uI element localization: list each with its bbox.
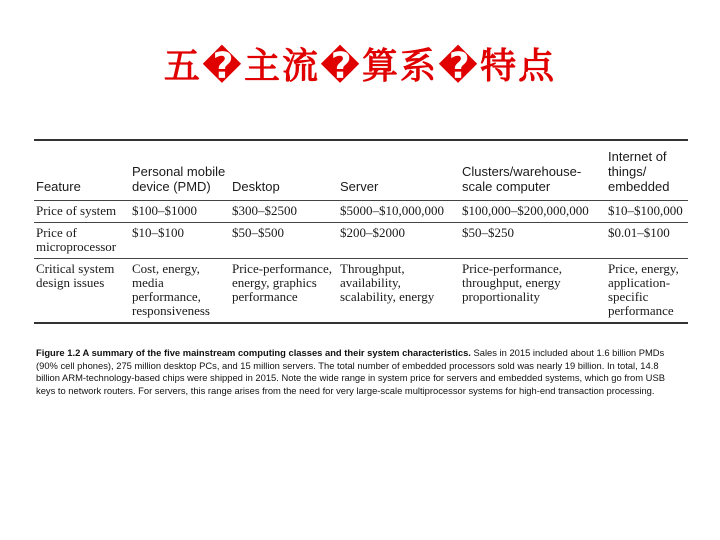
table-cell: Price-performance, energy, graphics performance (232, 261, 332, 304)
computing-classes-table (34, 139, 688, 324)
table-cell: Price-performance, throughput, energy proportionality (462, 261, 562, 304)
header-cell: Desktop (232, 179, 280, 194)
table-cell: $10–$100,000 (608, 203, 683, 218)
table-cell: $100–$1000 (132, 203, 197, 218)
table-cell: $50–$500 (232, 225, 284, 240)
table-cell: Price of microprocessor (36, 225, 117, 254)
table-row (34, 259, 688, 323)
table-header-row (34, 141, 688, 201)
header-cell: Feature (36, 179, 81, 194)
table-cell: $0.01–$100 (608, 225, 670, 240)
header-cell: Server (340, 179, 379, 194)
table-cell: Throughput, availability, scalability, energy (340, 261, 435, 304)
caption-text: Sales in 2015 included about 1.6 billion PMDs (90% cell phones), 275 million desktop PCs, and 15 million servers. The total number of embedded processors sold was nearly 19 billion. In total, 14.8 billion ARM-technology-based chips were shipped in 2015. Note the wide range in system price for servers and embedded systems, which go from USB keys to network routers. For servers, this range arises from the need for very large-scale multiprocessor systems for high-end transaction processing. (36, 347, 665, 396)
header-cell: Internet of things/ embedded (608, 149, 670, 194)
table-cell: $100,000–$200,000,000 (462, 203, 589, 218)
table-row (34, 223, 688, 259)
table-cell: Price of system (36, 203, 117, 218)
table-cell: $10–$100 (132, 225, 184, 240)
header-cell: Clusters/warehouse-scale computer (462, 164, 582, 194)
table-cell: $5000–$10,000,000 (340, 203, 444, 218)
table-cell: $200–$2000 (340, 225, 405, 240)
table-cell: $50–$250 (462, 225, 514, 240)
caption-label: Figure 1.2 A summary of the five mainstream computing classes and their system characteristics. (36, 347, 471, 358)
figure-caption (36, 347, 684, 397)
table-row (34, 201, 688, 223)
header-cell: Personal mobile device (PMD) (132, 164, 226, 194)
table-cell: Critical system design issues (36, 261, 115, 290)
table-cell: Cost, energy, media performance, responsiveness (132, 261, 210, 318)
table-cell: $300–$2500 (232, 203, 297, 218)
slide-title: 五�主流�算系�特点 (163, 46, 557, 87)
table-cell: Price, energy, application-specific performance (608, 261, 679, 318)
